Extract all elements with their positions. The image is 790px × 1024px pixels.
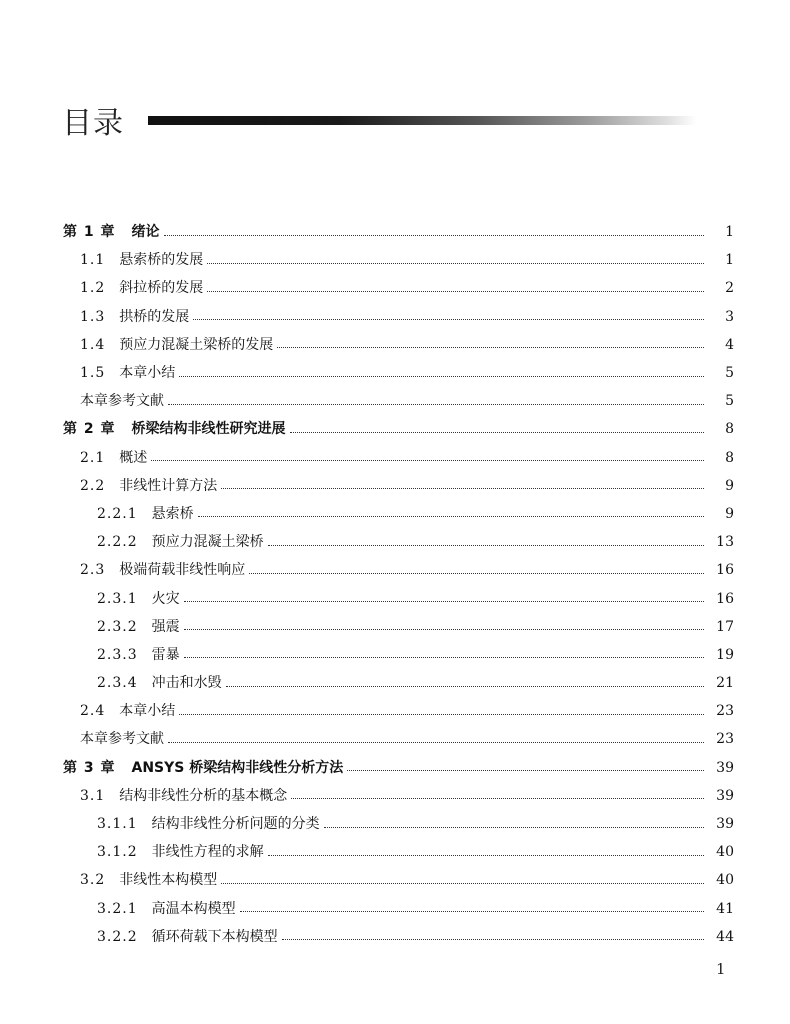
toc-entry-number: 3.1 xyxy=(80,787,106,804)
table-of-contents xyxy=(0,218,790,951)
dot-leader xyxy=(347,770,704,771)
toc-entry-page-number: 39 xyxy=(716,816,734,833)
toc-entry-page-number: 23 xyxy=(716,703,734,720)
toc-entry-section[interactable] xyxy=(0,274,790,302)
dot-leader xyxy=(151,460,704,461)
toc-entry-title: 非线性本构模型 xyxy=(119,872,218,889)
toc-entry-sub[interactable] xyxy=(0,810,790,838)
toc-entry-chapter[interactable] xyxy=(0,218,790,246)
toc-entry-sub[interactable] xyxy=(0,641,790,669)
dot-leader xyxy=(249,573,704,574)
toc-entry-section[interactable] xyxy=(0,697,790,725)
toc-entry-section[interactable] xyxy=(0,444,790,472)
toc-entry-section[interactable] xyxy=(0,472,790,500)
toc-entry-section[interactable] xyxy=(0,246,790,274)
toc-entry-page-number: 4 xyxy=(725,336,734,353)
toc-entry-page-number: 8 xyxy=(725,421,734,438)
toc-entry-title: 预应力混凝土梁桥 xyxy=(151,534,264,551)
toc-entry-page-number: 8 xyxy=(725,449,734,466)
toc-entry-page-number: 44 xyxy=(716,928,734,945)
toc-entry-page-number: 40 xyxy=(716,844,734,861)
toc-entry-number: 2.3.1 xyxy=(97,590,138,607)
dot-leader xyxy=(179,714,704,715)
toc-entry-title: 悬索桥 xyxy=(151,505,194,522)
toc-entry-title: 悬索桥的发展 xyxy=(119,252,204,269)
toc-entry-title: 概述 xyxy=(119,449,148,466)
toc-entry-number: 2.2 xyxy=(80,477,106,494)
dot-leader xyxy=(164,235,705,236)
toc-entry-title: 拱桥的发展 xyxy=(119,308,190,325)
toc-entry-page-number: 17 xyxy=(716,618,734,635)
toc-entry-page-number: 2 xyxy=(725,280,734,297)
toc-entry-section[interactable] xyxy=(0,866,790,894)
page-title: 目录 xyxy=(62,106,124,141)
toc-entry-page-number: 39 xyxy=(716,759,734,776)
toc-entry-title: 火灾 xyxy=(151,590,180,607)
toc-entry-page-number: 16 xyxy=(716,562,734,579)
toc-entry-sub[interactable] xyxy=(0,838,790,866)
toc-entry-sub[interactable] xyxy=(0,584,790,612)
toc-entry-page-number: 5 xyxy=(725,365,734,382)
toc-entry-number: 3.1.1 xyxy=(97,816,138,833)
toc-entry-number: 第 1 章 xyxy=(63,224,116,241)
toc-entry-title: 本章小结 xyxy=(119,365,176,382)
toc-entry-title: 强震 xyxy=(151,618,180,635)
dot-leader xyxy=(291,798,704,799)
dot-leader xyxy=(168,742,704,743)
toc-entry-page-number: 1 xyxy=(725,252,734,269)
toc-entry-page-number: 1 xyxy=(725,224,734,241)
toc-entry-section[interactable] xyxy=(0,359,790,387)
dot-leader xyxy=(184,601,704,602)
toc-entry-number: 3.2.1 xyxy=(97,900,138,917)
dot-leader xyxy=(168,404,704,405)
toc-entry-page-number: 23 xyxy=(716,731,734,748)
toc-entry-chapter[interactable] xyxy=(0,415,790,443)
toc-entry-page-number: 21 xyxy=(716,675,734,692)
toc-entry-number: 2.3.3 xyxy=(97,646,138,663)
toc-entry-sub[interactable] xyxy=(0,528,790,556)
dot-leader xyxy=(282,939,704,940)
toc-entry-title: 高温本构模型 xyxy=(151,900,236,917)
dot-leader xyxy=(198,516,704,517)
toc-entry-number: 2.2.2 xyxy=(97,534,138,551)
toc-entry-page-number: 9 xyxy=(725,505,734,522)
toc-entry-title: 本章参考文献 xyxy=(80,393,164,410)
dot-leader xyxy=(240,911,704,912)
dot-leader xyxy=(184,657,704,658)
toc-entry-number: 2.1 xyxy=(80,449,106,466)
toc-entry-number: 2.3 xyxy=(80,562,106,579)
toc-entry-sub[interactable] xyxy=(0,895,790,923)
toc-entry-title: 循环荷载下本构模型 xyxy=(151,928,278,945)
toc-entry-number: 第 3 章 xyxy=(63,759,116,776)
toc-entry-number: 1.3 xyxy=(80,308,106,325)
dot-leader xyxy=(324,827,704,828)
toc-entry-number: 1.2 xyxy=(80,280,106,297)
toc-entry-page-number: 40 xyxy=(716,872,734,889)
dot-leader xyxy=(207,291,704,292)
toc-entry-title: 绪论 xyxy=(131,224,160,241)
toc-entry-number: 3.2.2 xyxy=(97,928,138,945)
toc-entry-page-number: 3 xyxy=(725,308,734,325)
toc-entry-number: 3.1.2 xyxy=(97,844,138,861)
dot-leader xyxy=(268,855,704,856)
dot-leader xyxy=(268,545,704,546)
toc-entry-title: ANSYS 桥梁结构非线性分析方法 xyxy=(131,759,344,776)
toc-entry-sub[interactable] xyxy=(0,669,790,697)
dot-leader xyxy=(226,686,704,687)
toc-entry-ref[interactable] xyxy=(0,387,790,415)
toc-entry-title: 极端荷载非线性响应 xyxy=(119,562,246,579)
toc-entry-page-number: 19 xyxy=(716,646,734,663)
toc-entry-section[interactable] xyxy=(0,331,790,359)
toc-entry-title: 非线性计算方法 xyxy=(119,477,218,494)
toc-entry-page-number: 41 xyxy=(716,900,734,917)
toc-entry-section[interactable] xyxy=(0,303,790,331)
toc-entry-sub[interactable] xyxy=(0,613,790,641)
toc-entry-title: 斜拉桥的发展 xyxy=(119,280,204,297)
toc-entry-page-number: 5 xyxy=(725,393,734,410)
toc-entry-title: 结构非线性分析问题的分类 xyxy=(151,816,320,833)
toc-entry-page-number: 16 xyxy=(716,590,734,607)
toc-entry-number: 2.2.1 xyxy=(97,505,138,522)
toc-entry-number: 3.2 xyxy=(80,872,106,889)
dot-leader xyxy=(179,376,704,377)
toc-entry-page-number: 13 xyxy=(716,534,734,551)
toc-entry-title: 本章小结 xyxy=(119,703,176,720)
toc-entry-section[interactable] xyxy=(0,782,790,810)
title-decoration-bar xyxy=(148,116,696,125)
toc-entry-title: 结构非线性分析的基本概念 xyxy=(119,787,288,804)
toc-entry-number: 第 2 章 xyxy=(63,421,116,438)
dot-leader xyxy=(184,629,704,630)
toc-entry-page-number: 9 xyxy=(725,477,734,494)
toc-entry-title: 冲击和水毁 xyxy=(151,675,222,692)
toc-entry-number: 2.3.2 xyxy=(97,618,138,635)
toc-entry-title: 非线性方程的求解 xyxy=(151,844,264,861)
toc-entry-section[interactable] xyxy=(0,556,790,584)
toc-entry-number: 1.1 xyxy=(80,252,106,269)
dot-leader xyxy=(221,488,704,489)
toc-entry-chapter[interactable] xyxy=(0,754,790,782)
toc-entry-number: 1.4 xyxy=(80,336,106,353)
dot-leader xyxy=(290,432,705,433)
page-number: 1 xyxy=(716,960,726,978)
toc-entry-ref[interactable] xyxy=(0,725,790,753)
dot-leader xyxy=(277,347,704,348)
toc-entry-number: 1.5 xyxy=(80,365,106,382)
toc-entry-title: 雷暴 xyxy=(151,646,180,663)
dot-leader xyxy=(221,883,704,884)
toc-entry-number: 2.3.4 xyxy=(97,675,138,692)
toc-entry-page-number: 39 xyxy=(716,787,734,804)
toc-entry-title: 本章参考文献 xyxy=(80,731,164,748)
toc-entry-sub[interactable] xyxy=(0,500,790,528)
toc-entry-sub[interactable] xyxy=(0,923,790,951)
toc-entry-title: 桥梁结构非线性研究进展 xyxy=(131,421,286,438)
toc-entry-title: 预应力混凝土梁桥的发展 xyxy=(119,336,274,353)
dot-leader xyxy=(193,319,704,320)
toc-entry-number: 2.4 xyxy=(80,703,106,720)
dot-leader xyxy=(207,263,704,264)
